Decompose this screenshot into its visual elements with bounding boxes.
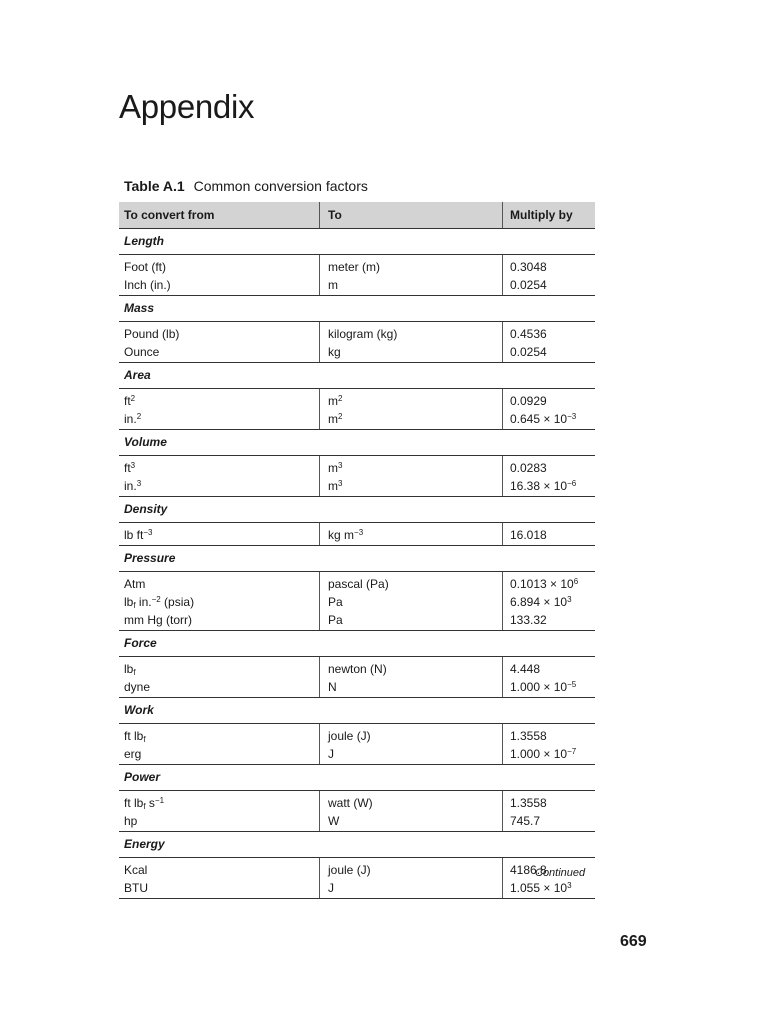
cell-from: BTU xyxy=(124,881,148,895)
cell-factor: 1.3558 xyxy=(510,729,547,743)
cell-factor: $0.1013 \times 10^6$ xyxy=(510,577,579,591)
cell-to: m xyxy=(328,278,338,292)
cell-factor: $6.894 \times 10^3$ xyxy=(510,595,572,609)
continued-label: Continued xyxy=(535,867,586,879)
cell-factor: 4.448 xyxy=(510,662,541,676)
table-caption-text: Common conversion factors xyxy=(193,178,368,194)
header-from: To convert from xyxy=(124,208,215,222)
cell-factor: 0.0254 xyxy=(510,278,547,292)
cell-from: Foot (ft) xyxy=(124,260,167,274)
cell-from: dyne xyxy=(124,680,151,694)
cell-to: newton (N) xyxy=(328,662,387,676)
cell-to: N xyxy=(328,680,337,694)
category-area: Area xyxy=(119,363,595,389)
category-group xyxy=(119,255,595,296)
category-group xyxy=(119,724,595,765)
category-mass: Mass xyxy=(119,296,595,322)
cell-from: erg xyxy=(124,747,142,761)
cell-from: $lb_f$ in.$^{-2}$ (psia) xyxy=(124,595,195,610)
cell-factor: $1.000 \times 10^{-7}$ xyxy=(510,747,577,761)
category-group xyxy=(119,456,595,497)
category-volume: Volume xyxy=(119,430,595,456)
table-caption xyxy=(124,178,368,194)
cell-from: $lb_f$ xyxy=(124,662,136,677)
category-group xyxy=(119,791,595,832)
cell-factor: 0.0283 xyxy=(510,461,547,475)
category-length: Length xyxy=(119,229,595,255)
cell-factor: $0.645 \times 10^{-3}$ xyxy=(510,412,577,426)
cell-factor: 1.3558 xyxy=(510,796,547,810)
cell-factor: 745.7 xyxy=(510,814,541,828)
table-row xyxy=(119,343,595,361)
cell-to: pascal (Pa) xyxy=(328,577,389,591)
cell-from: $ft^2$ xyxy=(124,394,136,408)
column-divider xyxy=(319,202,320,228)
cell-factor: 0.4536 xyxy=(510,327,547,341)
page-number: 669 xyxy=(620,933,647,950)
cell-from: in.$^2$ xyxy=(124,412,142,426)
column-divider xyxy=(502,202,503,228)
cell-factor: $16.38 \times 10^{-6}$ xyxy=(510,479,577,493)
cell-to: J xyxy=(328,747,334,761)
cell-to: kg $m^{-3}$ xyxy=(328,528,364,542)
category-work: Work xyxy=(119,698,595,724)
table-row xyxy=(119,861,595,879)
cell-from: Atm xyxy=(124,577,146,591)
cell-from: ft $lb_f$ $s^{-1}$ xyxy=(124,796,165,811)
cell-to: watt (W) xyxy=(328,796,373,810)
cell-from: Ounce xyxy=(124,345,160,359)
category-force: Force xyxy=(119,631,595,657)
table-row xyxy=(119,392,595,410)
table-row xyxy=(119,325,595,343)
category-energy: Energy xyxy=(119,832,595,858)
cell-to: joule (J) xyxy=(328,729,371,743)
table-row xyxy=(119,593,595,611)
table-row xyxy=(119,678,595,696)
cell-factor: 0.0929 xyxy=(510,394,547,408)
category-group xyxy=(119,572,595,631)
cell-from: Pound (lb) xyxy=(124,327,180,341)
category-group xyxy=(119,322,595,363)
cell-from: in.$^3$ xyxy=(124,479,142,493)
cell-factor: 4186.8 xyxy=(510,863,547,877)
table-row xyxy=(119,575,595,593)
category-pressure: Pressure xyxy=(119,546,595,572)
category-group xyxy=(119,523,595,546)
cell-to: $m^2$ xyxy=(328,412,343,426)
table-row xyxy=(119,258,595,276)
cell-to: W xyxy=(328,814,340,828)
cell-factor: $1.055 \times 10^3$ xyxy=(510,881,572,895)
table-row xyxy=(119,526,595,544)
cell-factor: 0.0254 xyxy=(510,345,547,359)
cell-to: joule (J) xyxy=(328,863,371,877)
cell-to: kilogram (kg) xyxy=(328,327,398,341)
cell-from: ft $lb_f$ xyxy=(124,729,146,744)
table-row xyxy=(119,276,595,294)
cell-from: $ft^3$ xyxy=(124,461,136,475)
cell-from: lb $ft^{-3}$ xyxy=(124,528,153,542)
cell-to: $m^2$ xyxy=(328,394,343,408)
cell-factor: $1.000 \times 10^{-5}$ xyxy=(510,680,577,694)
cell-from: Kcal xyxy=(124,863,148,877)
cell-factor: 0.3048 xyxy=(510,260,547,274)
table-row xyxy=(119,660,595,678)
table-row xyxy=(119,611,595,629)
cell-to: kg xyxy=(328,345,341,359)
cell-from: mm Hg (torr) xyxy=(124,613,192,627)
conversion-table xyxy=(119,202,595,899)
page-title: Appendix xyxy=(119,88,255,125)
cell-factor: 133.32 xyxy=(510,613,547,627)
cell-to: Pa xyxy=(328,613,343,627)
table-row xyxy=(119,410,595,428)
table-row xyxy=(119,794,595,812)
header-to: To xyxy=(328,208,342,222)
category-group xyxy=(119,858,595,899)
cell-to: $m^3$ xyxy=(328,479,343,493)
table-row xyxy=(119,879,595,897)
cell-to: meter (m) xyxy=(328,260,380,274)
category-density: Density xyxy=(119,497,595,523)
cell-to: Pa xyxy=(328,595,343,609)
cell-to: $m^3$ xyxy=(328,461,343,475)
table-row xyxy=(119,727,595,745)
category-group xyxy=(119,389,595,430)
table-caption-number: Table A.1 xyxy=(124,178,185,194)
table-row xyxy=(119,477,595,495)
table-body xyxy=(119,229,595,899)
cell-from: Inch (in.) xyxy=(124,278,171,292)
header-multiply: Multiply by xyxy=(510,208,573,222)
table-header-row xyxy=(119,202,595,229)
table-row xyxy=(119,459,595,477)
cell-factor: 16.018 xyxy=(510,528,547,542)
table-row xyxy=(119,745,595,763)
category-power: Power xyxy=(119,765,595,791)
cell-from: hp xyxy=(124,814,138,828)
table-row xyxy=(119,812,595,830)
category-group xyxy=(119,657,595,698)
cell-to: J xyxy=(328,881,334,895)
